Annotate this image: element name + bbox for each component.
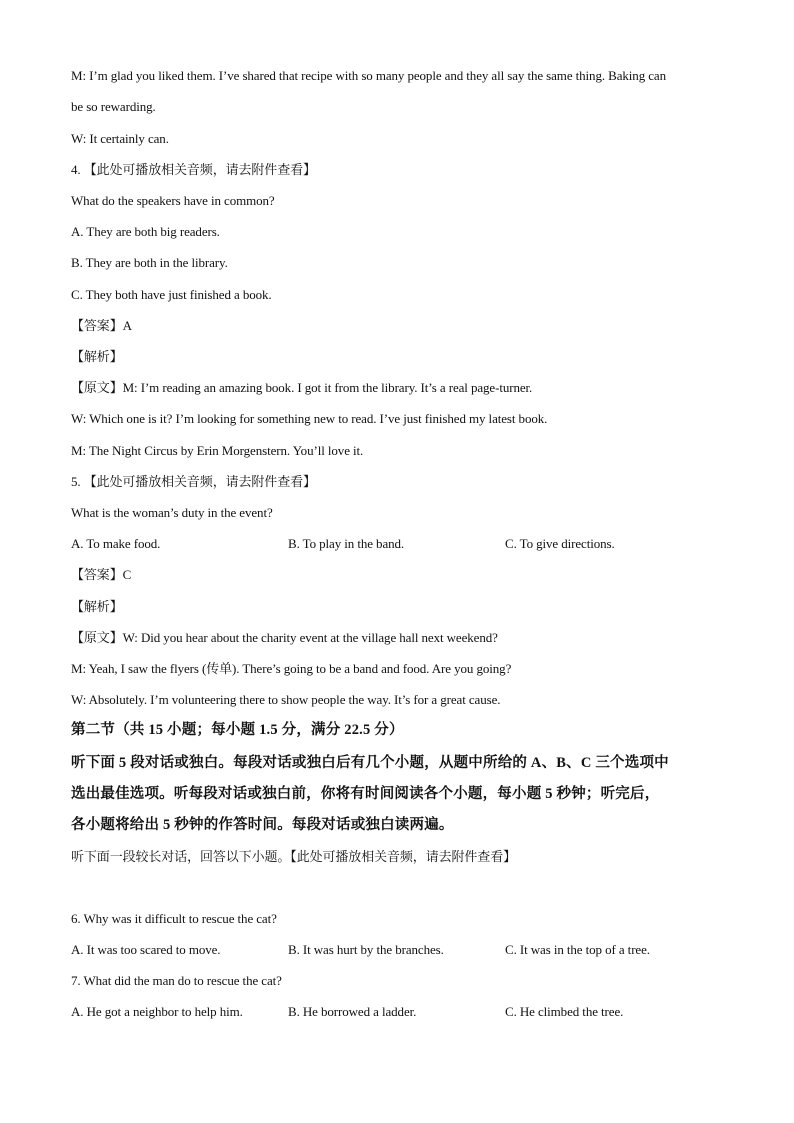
question-5-transcript-line: M: Yeah, I saw the flyers (传单). There’s going to be a band and food. Are you going?: [71, 661, 512, 676]
question-4-transcript-line: M: The Night Circus by Erin Morgenstern. You’ll love it.: [71, 443, 364, 458]
question-4-option-a: A. They are both big readers.: [71, 224, 220, 239]
question-6-text: 6. Why was it difficult to rescue the cat?: [71, 911, 277, 926]
question-5-option-c: C. To give directions.: [505, 536, 615, 551]
dialogue-line: M: I’m glad you liked them. I’ve shared that recipe with so many people and they all say the same thing. Baking can: [71, 68, 667, 83]
question-5-header: 5. 【此处可播放相关音频，请去附件查看】: [71, 474, 316, 489]
section-2-instruction: 选出最佳选项。听每段对话或独白前，你将有时间阅读各个小题，每小题 5 秒钟；听完后，: [71, 786, 660, 802]
dialogue-line: W: It certainly can.: [71, 131, 169, 146]
question-5-transcript-line: W: Absolutely. I’m volunteering there to show people the way. It’s for a great cause.: [71, 692, 501, 707]
question-5-analysis: 【解析】: [71, 599, 123, 614]
question-6-option-a: A. It was too scared to move.: [71, 942, 221, 957]
question-4-transcript: 【原文】M: I’m reading an amazing book. I got it from the library. It’s a real page-turner.: [71, 380, 533, 395]
section-2-instruction: 听下面 5 段对话或独白。每段对话或独白后有几个小题，从题中所给的 A、B、C 三个选项中: [71, 755, 669, 771]
section-2-title: 第二节（共 15 小题；每小题 1.5 分，满分 22.5 分）: [71, 722, 404, 738]
question-5-option-b: B. To play in the band.: [288, 536, 405, 551]
question-4-analysis: 【解析】: [71, 349, 123, 364]
question-5-option-a: A. To make food.: [71, 536, 161, 551]
question-5-text: What is the woman’s duty in the event?: [71, 505, 273, 520]
question-7-option-c: C. He climbed the tree.: [505, 1004, 624, 1019]
question-7-option-b: B. He borrowed a ladder.: [288, 1004, 417, 1019]
question-4-transcript-line: W: Which one is it? I’m looking for something new to read. I’ve just finished my latest book.: [71, 411, 548, 426]
question-7-option-a: A. He got a neighbor to help him.: [71, 1004, 243, 1019]
listen-instruction: 听下面一段较长对话，回答以下小题。【此处可播放相关音频，请去附件查看】: [71, 849, 517, 864]
question-5-transcript: 【原文】W: Did you hear about the charity event at the village hall next weekend?: [71, 630, 498, 645]
question-4-option-c: C. They both have just finished a book.: [71, 287, 272, 302]
question-6-option-b: B. It was hurt by the branches.: [288, 942, 444, 957]
question-4-option-b: B. They are both in the library.: [71, 255, 228, 270]
question-4-text: What do the speakers have in common?: [71, 193, 275, 208]
question-7-text: 7. What did the man do to rescue the cat?: [71, 973, 282, 988]
section-2-instruction: 各小题将给出 5 秒钟的作答时间。每段对话或独白读两遍。: [71, 817, 454, 833]
question-4-answer: 【答案】A: [71, 318, 132, 333]
question-5-answer: 【答案】C: [71, 567, 132, 582]
question-6-option-c: C. It was in the top of a tree.: [505, 942, 650, 957]
dialogue-line: be so rewarding.: [71, 99, 156, 114]
question-4-header: 4. 【此处可播放相关音频，请去附件查看】: [71, 162, 316, 177]
